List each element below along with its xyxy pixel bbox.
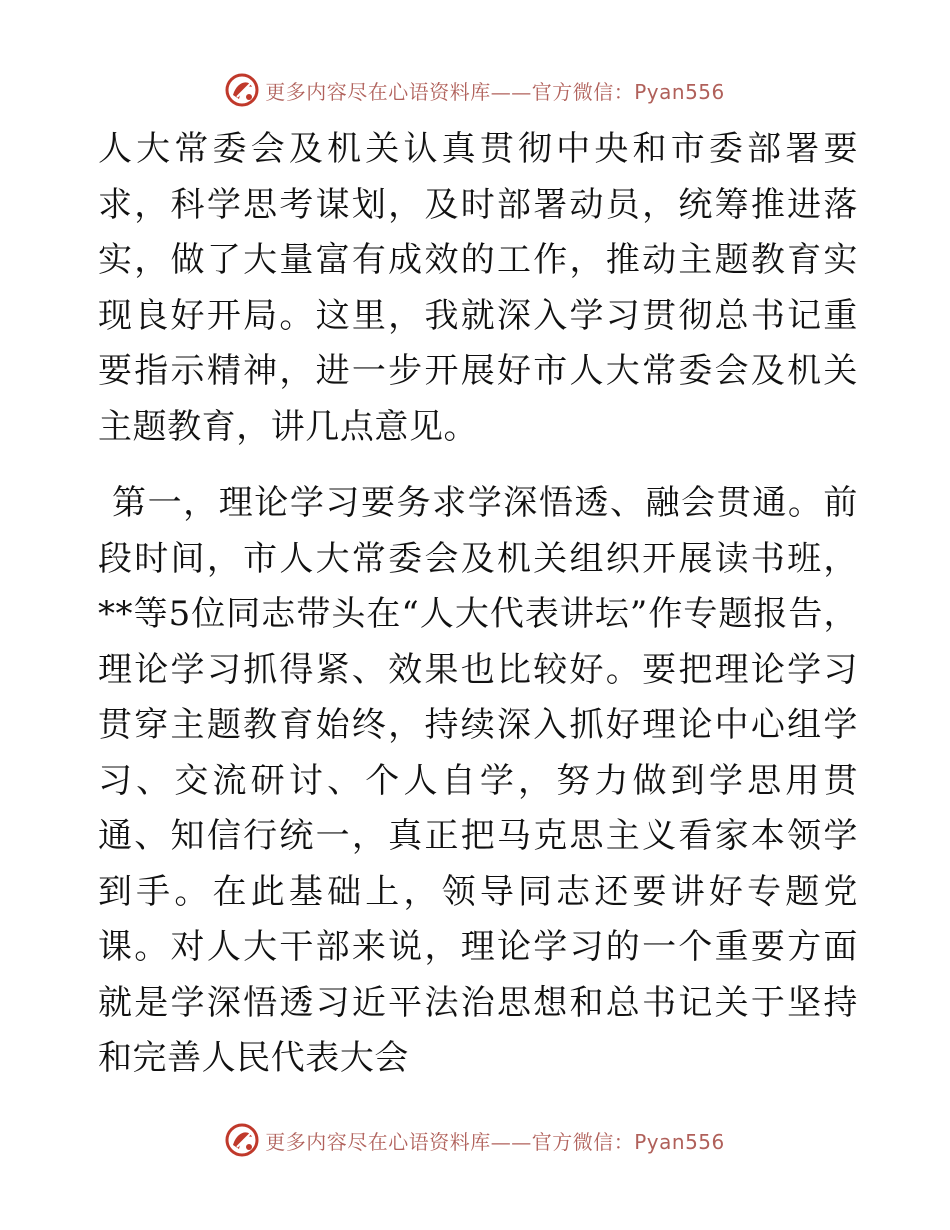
- header-banner-text: 更多内容尽在心语资料库——官方微信：Pyan556: [265, 79, 725, 104]
- document-body: [98, 122, 858, 1087]
- paragraph-2: 第一，理论学习要务求学深悟透、融会贯通。前段时间，市人大常委会及机关组织开展读书班，**等5位同志带头在“人大代表讲坛”作专题报告，理论学习抓得紧、效果也比较好。要把理论学习贯穿主题教育始终，持续深入抓好理论中心组学习、交流研讨、个人自学，努力做到学思用贯通、知信行统一，真正把马克思主义看家本领学到手。在此基础上，领导同志还要讲好专题党课。对人大干部来说，理论学习的一个重要方面就是学深悟透习近平法治思想和总书记关于坚持和完善人民代表大会: [98, 483, 858, 1078]
- header-banner: [0, 70, 950, 110]
- red-swirl-logo-icon: [225, 1123, 259, 1157]
- footer-banner: [0, 1120, 950, 1160]
- header-wechat-id: Pyan556: [634, 79, 725, 104]
- red-swirl-logo-icon: [225, 73, 259, 107]
- footer-banner-text: 更多内容尽在心语资料库——官方微信：Pyan556: [265, 1129, 725, 1154]
- footer-wechat-id: Pyan556: [634, 1129, 725, 1154]
- paragraph-1: 人大常委会及机关认真贯彻中央和市委部署要求，科学思考谋划，及时部署动员，统筹推进落实，做了大量富有成效的工作，推动主题教育实现良好开局。这里，我就深入学习贯彻总书记重要指示精神，进一步开展好市人大常委会及机关主题教育，讲几点意见。: [98, 129, 858, 447]
